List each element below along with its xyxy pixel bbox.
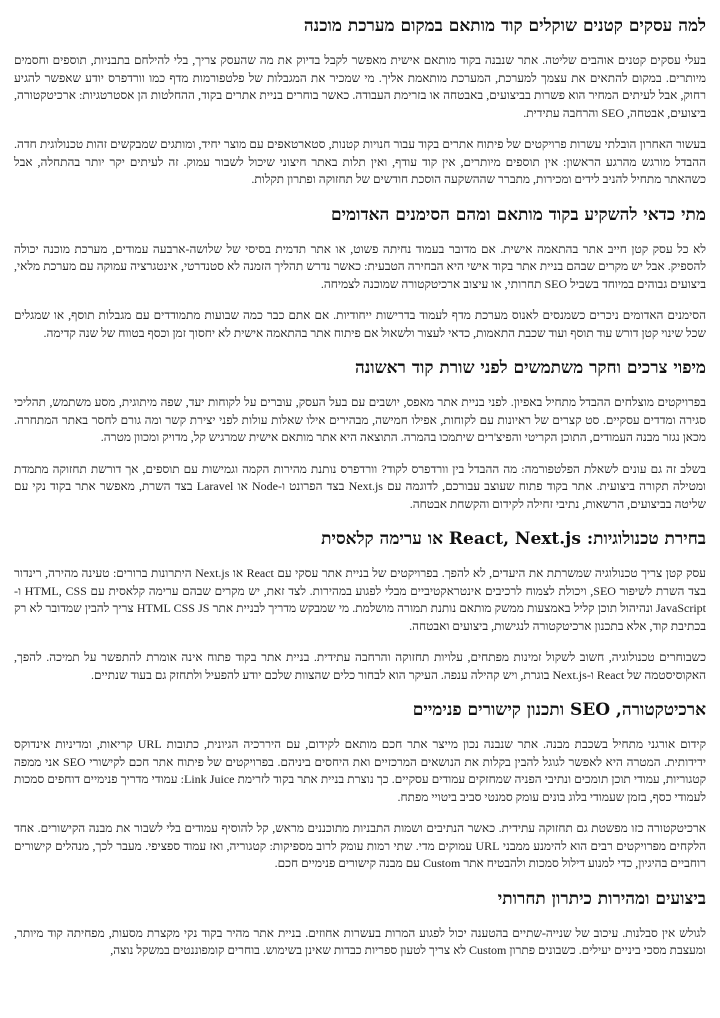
paragraph: בעלי עסקים קטנים אוהבים שליטה. אתר שנבנה בקוד מותאם אישית מאפשר לקבל בדיוק את מה שהעסק צריך, בלי להילחם בתבניות, תוספים וחסמים מיותרים. במקום להתאים את עצמך למערכת, המערכת מותאמת אליך. מי שמכיר את המגבלות של פלטפורמות מדף כמו וורדפרס יודע שאפשר להגיע רחוק, אבל לעיתים המחיר הוא פשרות בביצועים, באבטחה או בזרימת העבודה. כאשר בוחרים בניית אתרים בקוד, ההחלטות הן אסטרטגיות: ארכיטקטורה, ביצועים, אבטחה, SEO והרחבה עתידית. (14, 53, 706, 120)
paragraph: בפרויקטים מוצלחים ההבדל מתחיל באפיון. לפני בניית אתר מאפס, יושבים עם בעל העסק, עוברים על לקוחות יעד, שפה מיתוגית, מסע משתמש, תהליכי סגירה ומדדים עסקיים. סט קצרים של ראיונות עם לקוחות, אפילו חמישה, מבהירים אילו שאלות עולות לפני יצירת קשר ומה גורם לחסר באתר המתחרה. מכאן נגזר מבנה העמודים, התוכן הקריטי והפיצ'רים שיתמכו בהמרה. התוצאה היא אתר מותאם אישית שמרגיש קל, מדויק ומכוון מטרה. (14, 395, 706, 444)
paragraph: קידום אורגני מתחיל בשכבת מבנה. אתר שנבנה נכון מייצר אתר חכם מותאם לקידום, עם היררכיה הגיונית, כתובות URL קריאות, ומדיניות אינדוקס ידידותית. המטרה היא לאפשר לגוגל להבין בקלות את הנושאים המרכזיים ואת היחסים ביניהם. בפרויקטים של פיתוח אתר חכם לקישורי SEO אני ממפה קטגוריות, עמודי תוכן תומכים ונתיבי הפניה שמחזקים עמודים עסקיים. כך נוצרת בניית אתר בקוד לזרימת Link Juice: עמודי מדריך פנימיים דוחפים סמכות לעמודי כסף, בזמן שעמודי בלוג בונים עומק סמנטי סביב ביטויי מפתח. (14, 737, 706, 804)
paragraph: בעשור האחרון הובלתי עשרות פרויקטים של פיתוח אתרים בקוד עבור חנויות קטנות, סטארטאפים עם מוצר יחיד, ומותגים שמבקשים זהות טכנולוגית חדה. ההבדל מורגש מהרגע הראשון: אין תוספים מיותרים, אין קוד עודף, ואין תלות באתר חיצוני שיכול לשבור עמוק. זה לעיתים יקר יותר בהתחלה, אבל כשהאתר מתחיל להניב לידים ומכירות, מתברר שההשקעה הוסכת חודשים של תחזוקה ופתרון תקלות. (14, 137, 706, 186)
section-heading: מיפוי צרכים וחקר משתמשים לפני שורת קוד ראשונה (354, 358, 706, 378)
section-custom-code-vs-ready-system (14, 14, 706, 189)
section-needs-mapping (14, 356, 706, 513)
paragraph: כשבוחרים טכנולוגיה, חשוב לשקול זמינות מפתחים, עלויות תחזוקה והרחבה עתידית. בניית אתר בקוד פתוח אינה אומרת להתפשר על תמיכה. להפך, האקוסיסטמה של React ו-Next.js בוגרת, ויש קהילה ענפה. העיקר הוא לבחור כלים שהצוות שלכם יודע להפעיל ולתחזק גם בעוד שנתיים. (14, 650, 706, 682)
paragraph: בשלב זה גם עונים לשאלת הפלטפורמה: מה ההבדל בין וורדפרס לקוד? וורדפרס נותנת מהירות הקמה וגמישות עם תוספים, אך דורשת תחזוקה מתמדת ומטילה תקורה ביצועית. אתר בקוד פתוח שעוצב עבורכם, לדוגמה עם Next.js בצד הפרונט ו-Node או Laravel בצד השרת, מאפשר אתר בקוד נקי עם שליטה בביצועים, הרשאות, נתיבי זחילה לקידום והקשחת אבטחה. (14, 461, 707, 511)
section-when-to-invest (14, 203, 706, 343)
paragraph: ארכיטקטורה כזו מפשטת גם תחזוקה עתידית. כאשר הנתיבים ושמות התבניות מתוכננים מראש, קל להוסיף עמודים בלי לשבור את מבנה הקישורים. אחד הלקחים מפרויקטים רבים הוא להימנע ממבני URL עמוקים מדי. שתי רמות עומק לרוב מספיקות: קטגוריה, ואז עמוד ספציפי. מעבר לכך, מנהלים קישורים רוחביים בהיגיון, כדי למנוע דילול סמכות ולהבטיח אתר Custom עם מבנה קישורים פנימיים חכם. (14, 821, 706, 870)
section-heading: ארכיטקטורה, SEO ותכנון קישורים פנימיים (412, 700, 706, 720)
section-architecture-seo (14, 698, 706, 873)
section-heading: למה עסקים קטנים שוקלים קוד מותאם במקום מערכת מוכנה (303, 16, 706, 36)
section-technology-choice (14, 527, 706, 684)
paragraph: לא כל עסק קטן חייב אתר בהתאמה אישית. אם מדובר בעמוד נחיתה פשוט, או אתר תדמית בסיסי של שלושה-ארבעה עמודים, מערכת מוכנה יכולה להספיק. אבל יש מקרים שבהם בניית אתר בקוד אישי היא הבחירה הטבעית: כאשר נדרש תהליך הזמנה לא סטנדרטי, אינטגרציה עמוקה עם מערכת מלאי, ביצועים גבוהים במיוחד בשביל SEO תחרותי, או עיצוב ארכיטקטורה שמוכנה לצמיחה. (14, 241, 706, 291)
section-heading: ביצועים ומהירות כיתרון תחרותי (497, 888, 706, 909)
section-heading: בחירת טכנולוגיות: React, Next.js או ערימה קלאסית (321, 529, 706, 549)
paragraph: עסק קטן צריך טכנולוגיה שמשרתת את היעדים, לא להפך. בפרויקטים של בניית אתר עסקי עם React או Next.js היתרונות ברורים: טעינה מהירה, רינדור בצד השרת לשיפור SEO, ויכולת לצמוח לרכיבים אינטראקטיביים מבלי לפגוע במהירות. לצד זאת, יש מקרים שבהם ערימה קלאסית עם HTML, CSS ו-JavaScript ונהיהול תוכן קליל באמצעות ממשק מותאם נותנת תמורה מושלמת. מי שמבקש מדריך לבניית אתר HTML CSS JS צריך להבין שמדובר לא רק בכתיבת קוד, אלא בתכנון ארכיטקטורה לנגישות, ביצועים ואבטחה. (14, 566, 706, 633)
paragraph: לגולש אין סבלנות. עיכוב של שנייה-שתיים בהטענה יכול לפגוע המרות בעשרות אחוזים. בניית אתר מהיר בקוד נקי מקצרת מסעות, מפחיתה קוד מיותר, ומעצבת מסכי ביניים יעילים. כשבונים פתרון Custom לא צריך לטעון ספריות כבדות שאינן בשימוש. בוחרים קומפוננטים במשקל נוצה, (14, 925, 706, 957)
section-performance (14, 887, 706, 960)
paragraph: הסימנים האדומים ניכרים כשמנסים לאנוס מערכת מדף לעמוד בדרישות ייחודיות. אם אתם כבר כמה שבועות מתמודדים עם מגבלות תוסף, או שמגלים שכל שינוי קטן דורש עוד תוסף ועוד שכבת התאמות, כדאי לעצור ולשאול אם פיתוח אתר בהתאמה אישית לא יחסוך זמן וכסף בטווח של שנה קדימה. (14, 308, 706, 340)
section-heading: מתי כדאי להשקיע בקוד מותאם ומהם הסימנים האדומים (330, 204, 706, 225)
